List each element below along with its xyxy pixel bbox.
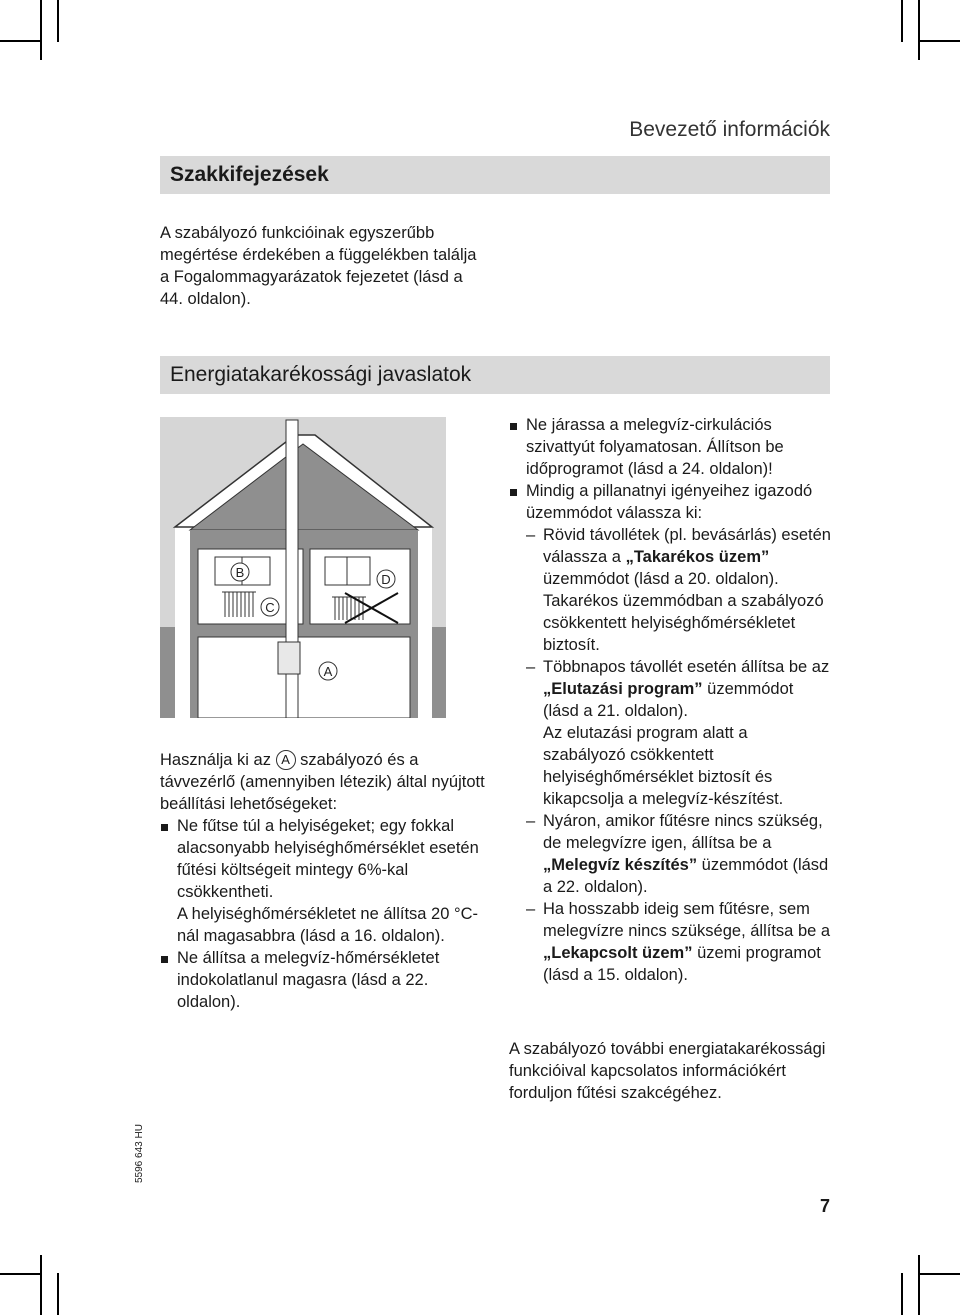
figure-label-d: D	[381, 572, 391, 587]
left-bullet2-text: Ne állítsa a melegvíz-hőmérsékletet indokolatlanul magasra (lásd a 22. oldalon).	[177, 949, 440, 1011]
left-column	[160, 749, 490, 1013]
list-item	[509, 480, 831, 986]
section-heading-terms	[160, 156, 830, 194]
terms-paragraph: A szabályozó funkcióinak egyszerűbb megértése érdekében a függelékben találja a Fogalommagyarázatok fejezetet (lásd a 44. oldalon).	[160, 224, 477, 308]
page-number: 7	[819, 1196, 830, 1216]
right-bullet2-text: Mindig a pillanatnyi igényeihez igazodó üzemmódot válassza ki:	[526, 482, 813, 522]
left-intro	[160, 749, 490, 815]
dash2-note: Az elutazási program alatt a szabályozó csökkentett helyiséghőmérséklet biztosít és kikapcsolja a melegvíz-készítést.	[543, 724, 784, 808]
section-heading-energy-tips-text: Energiatakarékossági javaslatok	[170, 363, 472, 386]
figure-label-b: B	[235, 565, 245, 580]
left-intro-part1: Használja ki az	[160, 751, 271, 769]
list-item	[509, 656, 831, 810]
crop-mark	[0, 40, 42, 42]
right-bullet-list	[509, 414, 831, 986]
left-intro-part2: szabályozó és a távvezérlő (amennyiben létezik) által nyújtott beállítási lehetőségeket:	[160, 751, 485, 813]
left-bullet1-text: Ne fűtse túl a helyiségeket; egy fokkal alacsonyabb helyiséghőmérséklet esetén fűtési költségeit mintegy 6%-kal csökkentheti.	[177, 817, 479, 901]
mode-dash-list	[526, 524, 831, 986]
closing-paragraph: A szabályozó további energiatakarékossági funkcióival kapcsolatos információkért forduljon fűtési szakcégéhez.	[509, 1040, 826, 1102]
running-header: Bevezető információk	[629, 118, 830, 141]
right-bullet1-text: Ne járassa a melegvíz-cirkulációs szivattyút folyamatosan. Állítson be időprogramot (lásd a 24. oldalon)!	[526, 416, 784, 478]
left-bullet1-note: A helyiséghőmérsékletet ne állítsa 20 °C-nál magasabbra (lásd a 16. oldalon).	[177, 905, 479, 945]
section-heading-energy-tips	[160, 356, 830, 394]
crop-mark	[918, 40, 960, 42]
dash1-text: – Rövid távollétek (pl. bevásárlás) esetén válassza a „Takarékos üzem” üzemmódot (lásd a 20. oldalon).	[543, 526, 831, 588]
circled-label-a: A	[276, 750, 296, 770]
list-item	[160, 815, 490, 947]
section-heading-terms-text: Szakkifejezések	[170, 163, 329, 186]
crop-mark	[901, 1273, 903, 1315]
crop-mark	[918, 1273, 960, 1275]
figure-label-c: C	[265, 600, 275, 615]
list-item	[509, 810, 831, 898]
list-item	[509, 898, 831, 986]
dash4-text: – Ha hosszabb ideig sem fűtésre, sem melegvízre nincs szüksége, állítsa be a „Lekapcsolt üzem” üzemi programot (lásd a 15. oldalon).	[543, 900, 831, 984]
dash1-note: Takarékos üzemmódban a szabályozó csökkentett helyiséghőmérsékletet biztosít.	[543, 592, 824, 654]
crop-mark	[40, 1255, 42, 1315]
crop-mark	[0, 1273, 42, 1275]
crop-mark	[901, 0, 903, 42]
dash3-text: – Nyáron, amikor fűtésre nincs szükség, de melegvízre igen, állítsa be a „Melegvíz készítés” üzemmódot (lásd a 22. oldalon).	[543, 812, 829, 896]
right-column	[509, 414, 831, 986]
crop-mark	[918, 1255, 920, 1315]
list-item	[509, 414, 831, 480]
house-illustration	[160, 417, 446, 718]
crop-mark	[40, 0, 42, 60]
crop-mark	[57, 0, 59, 42]
list-item	[509, 524, 831, 656]
document-code: 5596 643 HU	[134, 1124, 145, 1183]
dash2-text: – Többnapos távollét esetén állítsa be az „Elutazási program” üzemmódot (lásd a 21. oldalon).	[543, 658, 830, 720]
crop-mark	[918, 0, 920, 60]
list-item	[160, 947, 490, 1013]
left-bullet-list	[160, 815, 490, 1013]
crop-mark	[57, 1273, 59, 1315]
figure-label-a: A	[323, 664, 333, 679]
